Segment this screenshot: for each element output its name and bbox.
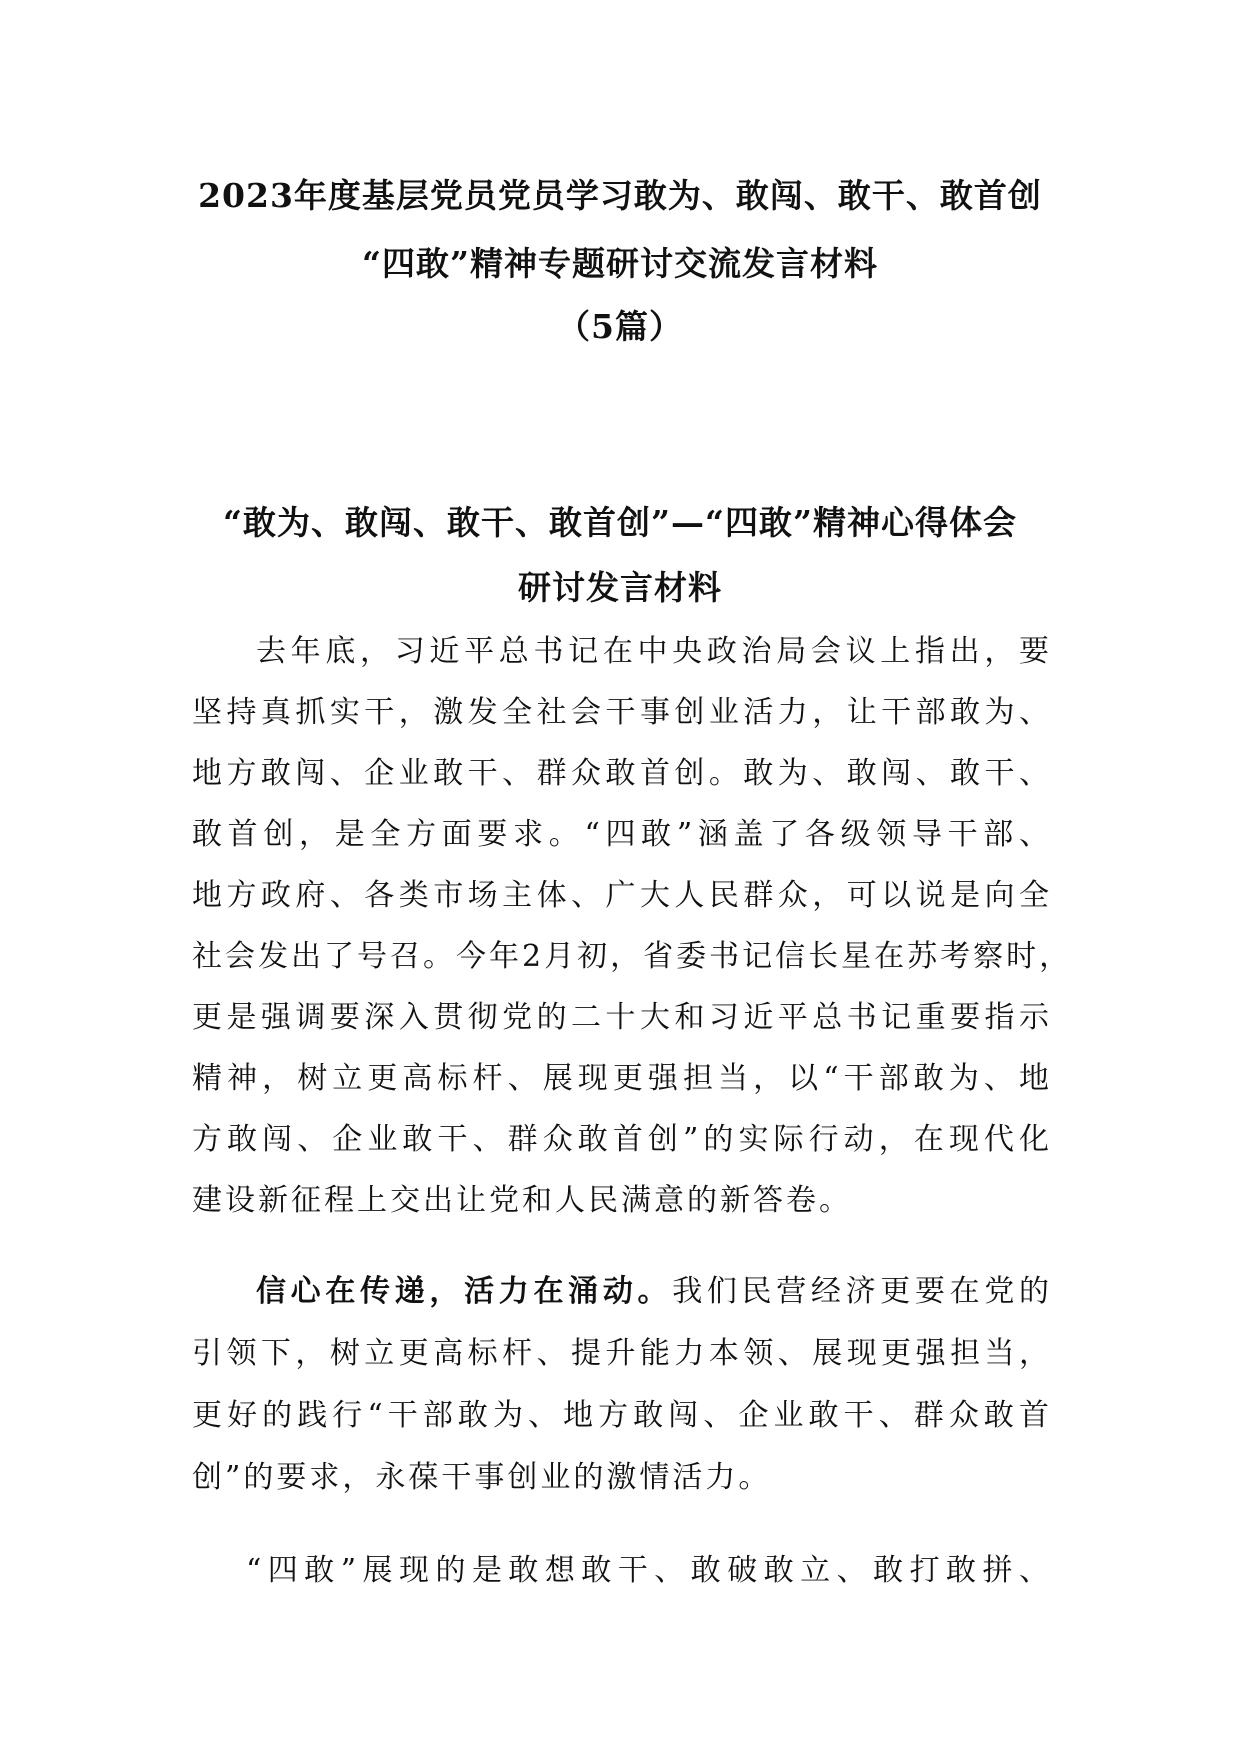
document-title-line-1: 2023年度基层党员党员学习敢为、敢闯、敢干、敢首创 [198,176,1042,215]
paragraph-1-line-4: 敢首创，是全方面要求。“四敢”涵盖了各级领导干部、 [192,817,1052,852]
paragraph-2-lead: 信心在传递，活力在涌动。 [256,1274,673,1309]
paragraph-2-line-2: 引领下，树立更高标杆、提升能力本领、展现更强担当， [192,1336,1052,1371]
paragraph-1-line-8: 精神，树立更高标杆、展现更强担当，以“干部敢为、地 [192,1061,1052,1096]
paragraph-3-line-1: “四敢”展现的是敢想敢干、敢破敢立、敢打敢拼、 [246,1553,1052,1588]
paragraph-1-line-7: 更是强调要深入贯彻党的二十大和习近平总书记重要指示 [192,1000,1052,1035]
document-title-line-3: （5篇） [557,307,683,346]
article-title-line-1: “敢为、敢闯、敢干、敢首创”—“四敢”精神心得体会 [223,503,1017,542]
paragraph-2-line-1 [256,1272,1052,1312]
paragraph-1-line-1: 去年底，习近平总书记在中央政治局会议上指出，要 [256,634,1052,669]
paragraph-1-line-9: 方敢闯、企业敢干、群众敢首创”的实际行动，在现代化 [192,1122,1052,1157]
paragraph-1-line-10: 建设新征程上交出让党和人民满意的新答卷。 [192,1183,852,1218]
paragraph-1-line-6: 社会发出了号召。今年2月初，省委书记信长星在苏考察时， [192,939,1073,974]
paragraph-2-line-3: 更好的践行“干部敢为、地方敢闯、企业敢干、群众敢首 [192,1398,1052,1433]
paragraph-1-line-2: 坚持真抓实干，激发全社会干事创业活力，让干部敢为、 [192,695,1052,730]
article-title-line-2: 研讨发言材料 [518,568,722,607]
paragraph-1-line-5: 地方政府、各类市场主体、广大人民群众，可以说是向全 [192,878,1052,913]
paragraph-1-line-3: 地方敢闯、企业敢干、群众敢首创。敢为、敢闯、敢干、 [192,756,1052,791]
paragraph-2-line-4: 创”的要求，永葆干事创业的激情活力。 [192,1460,772,1495]
document-title-line-2: “四敢”精神专题研讨交流发言材料 [362,244,878,283]
paragraph-2-first-line-rest: 我们民营经济更要在党的 [672,1274,1053,1309]
